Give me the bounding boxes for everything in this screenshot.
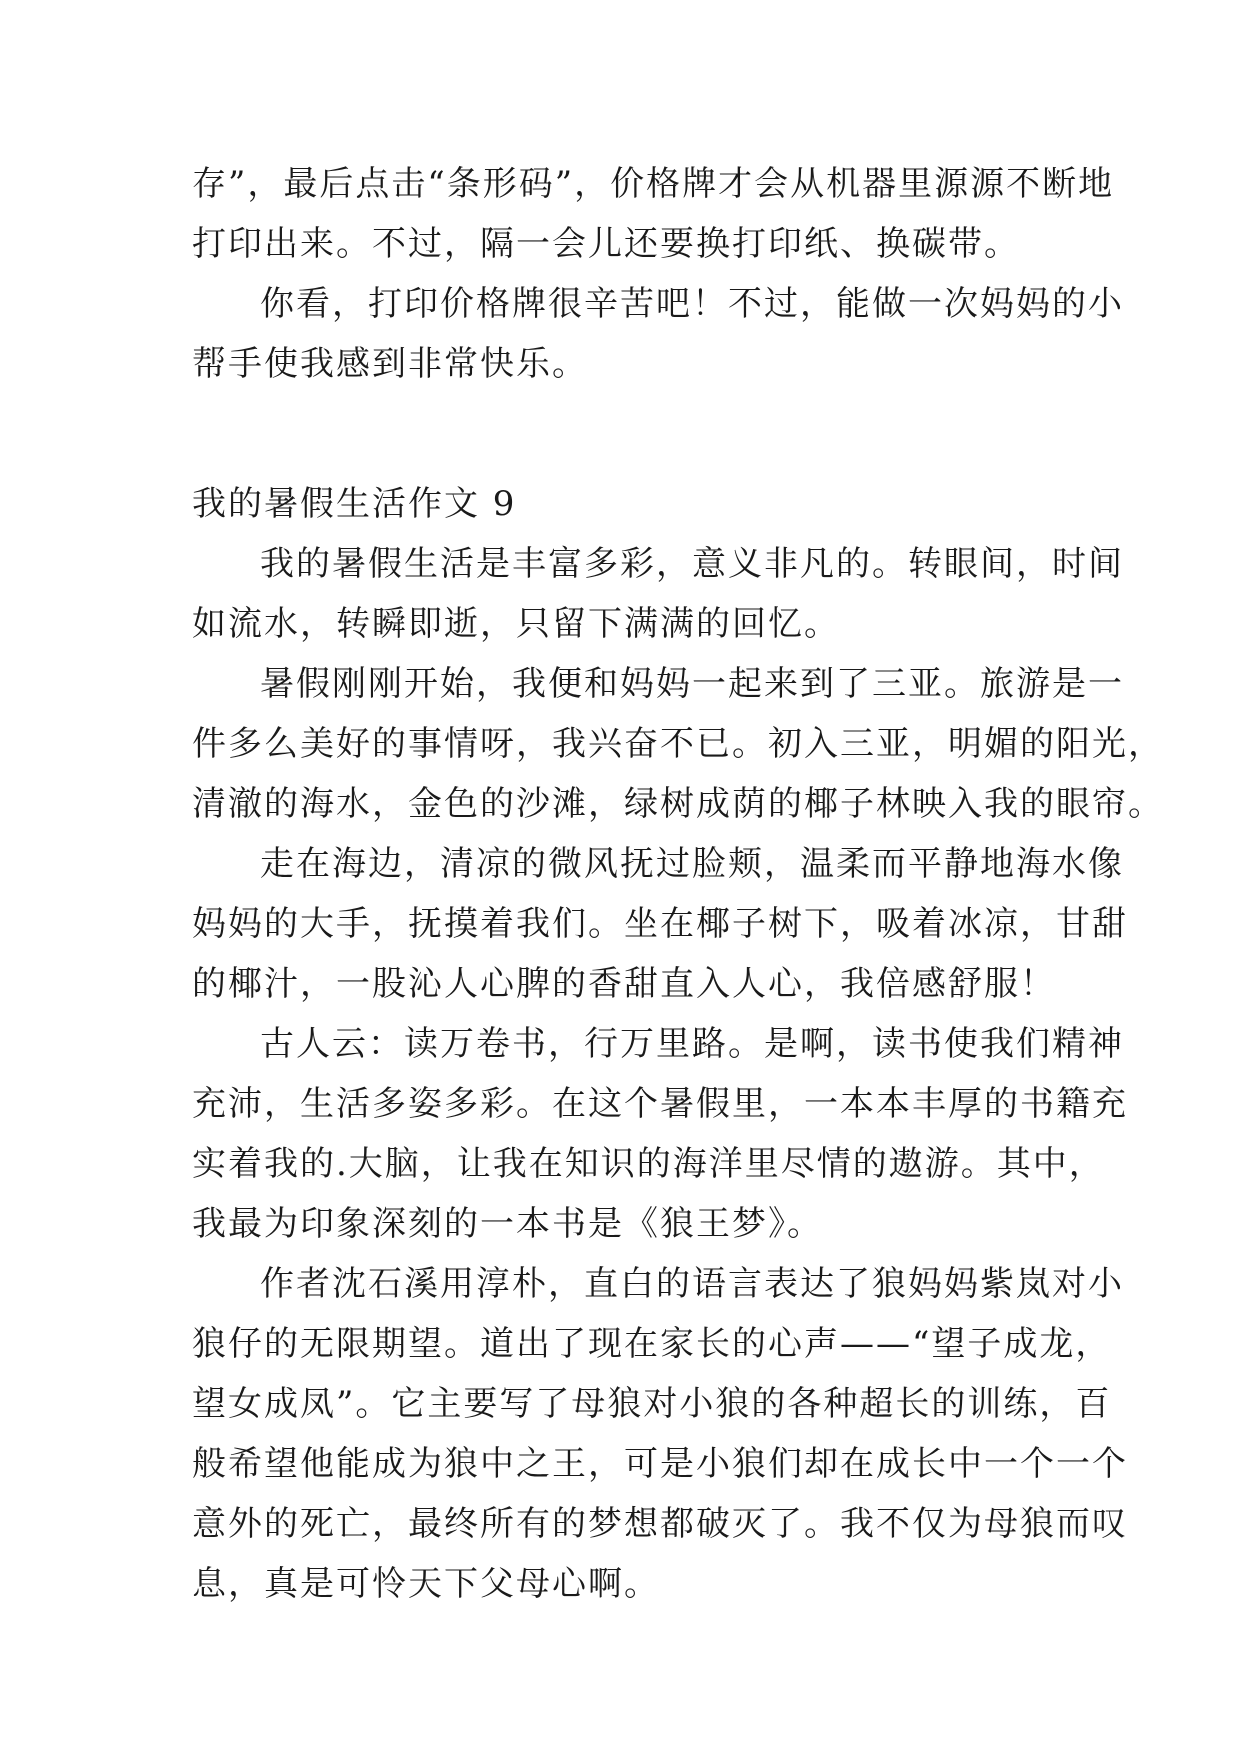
paragraph	[192, 654, 1164, 834]
paragraph	[192, 274, 1124, 394]
text-line: 的椰汁，一股沁人心脾的香甜直入人心，我倍感舒服！	[192, 964, 1056, 1004]
section-title: 我的暑假生活作文 9	[192, 484, 517, 524]
text-line: 存”，最后点击“条形码”，价格牌才会从机器里源源不断地	[192, 164, 1115, 204]
text-line: 望女成凤”。它主要写了母狼对小狼的各种超长的训练，百	[192, 1384, 1112, 1424]
text-line: 件多么美好的事情呀，我兴奋不已。初入三亚，明媚的阳光，	[192, 724, 1164, 764]
text-line: 清澈的海水，金色的沙滩，绿树成荫的椰子林映入我的眼帘。	[192, 784, 1164, 824]
text-line: 实着我的.大脑，让我在知识的海洋里尽情的遨游。其中，	[192, 1144, 1105, 1184]
text-line: 意外的死亡，最终所有的梦想都破灭了。我不仅为母狼而叹	[192, 1504, 1128, 1544]
text-line: 帮手使我感到非常快乐。	[192, 344, 588, 384]
text-line: 古人云：读万卷书，行万里路。是啊，读书使我们精神	[260, 1024, 1124, 1064]
text-line: 般希望他能成为狼中之王，可是小狼们却在成长中一个一个	[192, 1444, 1128, 1484]
paragraph-continuation	[192, 154, 1115, 274]
text-line: 我最为印象深刻的一本书是《狼王梦》。	[192, 1204, 823, 1244]
text-line: 作者沈石溪用淳朴，直白的语言表达了狼妈妈紫岚对小	[260, 1264, 1124, 1304]
text-line: 充沛，生活多姿多彩。在这个暑假里，一本本丰厚的书籍充	[192, 1084, 1128, 1124]
text-line: 暑假刚刚开始，我便和妈妈一起来到了三亚。旅游是一	[260, 664, 1124, 704]
text-line: 息，真是可怜天下父母心啊。	[192, 1564, 660, 1604]
text-line: 狼仔的无限期望。道出了现在家长的心声——“望子成龙，	[192, 1324, 1112, 1364]
text-line: 你看，打印价格牌很辛苦吧！不过，能做一次妈妈的小	[260, 284, 1124, 324]
document-body	[192, 154, 1164, 1614]
paragraph	[192, 1014, 1128, 1254]
paragraph	[192, 534, 1124, 654]
text-line: 打印出来。不过，隔一会儿还要换打印纸、换碳带。	[192, 224, 1020, 264]
text-line: 走在海边，清凉的微风抚过脸颊，温柔而平静地海水像	[260, 844, 1124, 884]
text-line: 我的暑假生活是丰富多彩，意义非凡的。转眼间，时间	[260, 544, 1124, 584]
paragraph	[192, 834, 1128, 1014]
text-line: 如流水，转瞬即逝，只留下满满的回忆。	[192, 604, 840, 644]
section-gap	[192, 394, 1052, 474]
text-line: 妈妈的大手，抚摸着我们。坐在椰子树下，吸着冰凉，甘甜	[192, 904, 1128, 944]
paragraph	[192, 1254, 1128, 1614]
